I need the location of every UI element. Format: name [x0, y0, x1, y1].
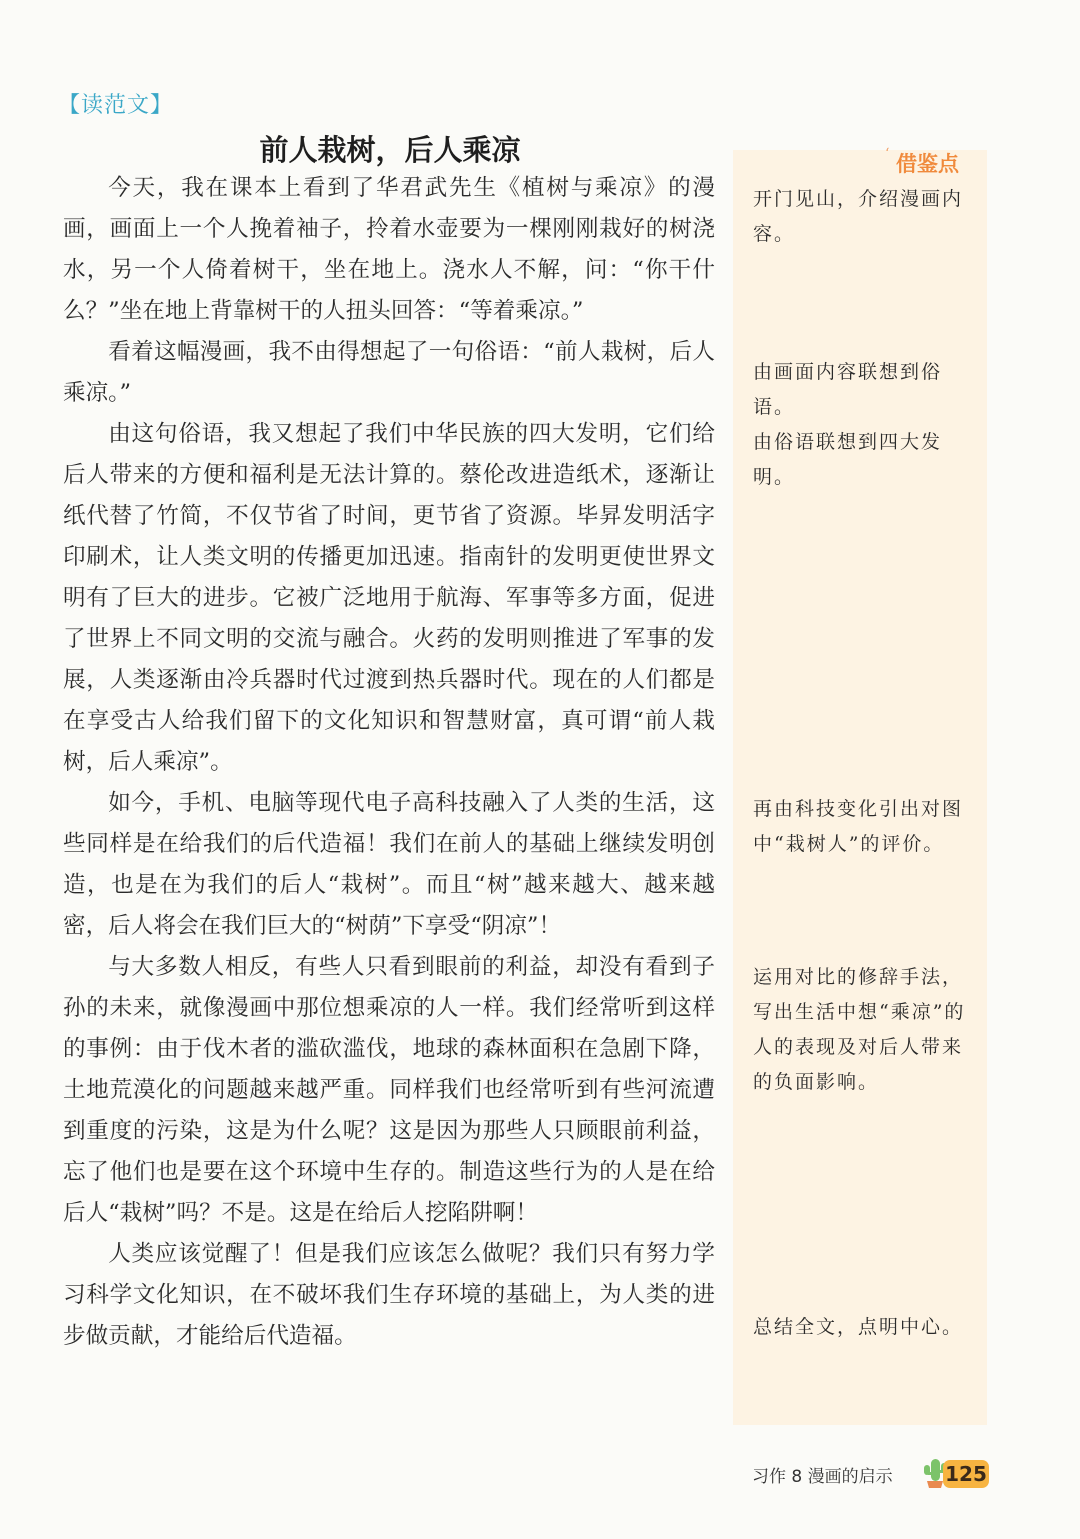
footer-chapter-label: 习作 8 漫画的启示	[752, 1467, 893, 1487]
paragraph-6: 人类应该觉醒了！但是我们应该怎么做呢？我们只有努力学习科学文化知识，在不破坏我们生存环境的基础上，为人类的进步做贡献，才能给后代造福。	[63, 1241, 715, 1349]
page-number: 125	[943, 1460, 989, 1488]
paragraph-4: 如今，手机、电脑等现代电子高科技融入了人类的生活，这些同样是在给我们的后代造福！我们在前人的基础上继续发明创造，也是在为我们的后人“栽树”。而且“树”越来越大、越来越密，后人将会在我们巨大的“树荫”下享受“阴凉”！	[63, 790, 715, 939]
annotation-note-4: 运用对比的修辞手法，写出生活中想“乘凉”的人的表现及对后人带来的负面影响。	[753, 966, 966, 1093]
annotation-note-1: 开门见山，介绍漫画内容。	[753, 188, 964, 245]
essay-title: 前人栽树，后人乘凉	[259, 133, 521, 167]
annotation-sidebar	[733, 150, 987, 1425]
paragraph-1: 今天，我在课本上看到了华君武先生《植树与乘凉》的漫画，画面上一个人挽着袖子，拎着水壶要为一棵刚刚栽好的树浇水，另一个人倚着树干，坐在地上。浇水人不解，问：“你干什么？”坐在地上背靠树干的人扭头回答：“等着乘凉。”	[63, 175, 715, 324]
paragraph-2: 看着这幅漫画，我不由得想起了一句俗语：“前人栽树，后人乘凉。”	[63, 339, 715, 406]
sidebar-title-mark-icon: ‘	[885, 146, 890, 162]
paragraph-5: 与大多数人相反，有些人只看到眼前的利益，却没有看到子孙的未来，就像漫画中那位想乘凉的人一样。我们经常听到这样的事例：由于伐木者的滥砍滥伐，地球的森林面积在急剧下降，土地荒漠化的问题越来越严重。同样我们也经常听到有些河流遭到重度的污染，这是为什么呢？这是因为那些人只顾眼前利益，忘了他们也是要在这个环境中生存的。制造这些行为的人是在给后人“栽树”吗？不是。这是在给后人挖陷阱啊！	[63, 954, 715, 1226]
paragraph-3: 由这句俗语，我又想起了我们中华民族的四大发明，它们给后人带来的方便和福利是无法计算的。蔡伦改进造纸术，逐渐让纸代替了竹简，不仅节省了时间，更节省了资源。毕昇发明活字印刷术，让人类文明的传播更加迅速。指南针的发明更使世界文明有了巨大的进步。它被广泛地用于航海、军事等多方面，促进了世界上不同文明的交流与融合。火药的发明则推进了军事的发展，人类逐渐由冷兵器时代过渡到热兵器时代。现在的人们都是在享受古人给我们留下的文化知识和智慧财富，真可谓“前人栽树，后人乘凉”。	[63, 421, 715, 775]
sidebar-title: 借鉴点	[896, 152, 959, 176]
essay-body	[63, 168, 715, 1357]
section-label: 【读范文】	[58, 93, 174, 118]
annotation-note-5: 总结全文，点明中心。	[753, 1316, 964, 1338]
annotation-note-3: 再由科技变化引出对图中“栽树人”的评价。	[753, 798, 964, 855]
annotation-note-2: 由画面内容联想到俗语。 由俗语联想到四大发明。	[753, 361, 943, 488]
